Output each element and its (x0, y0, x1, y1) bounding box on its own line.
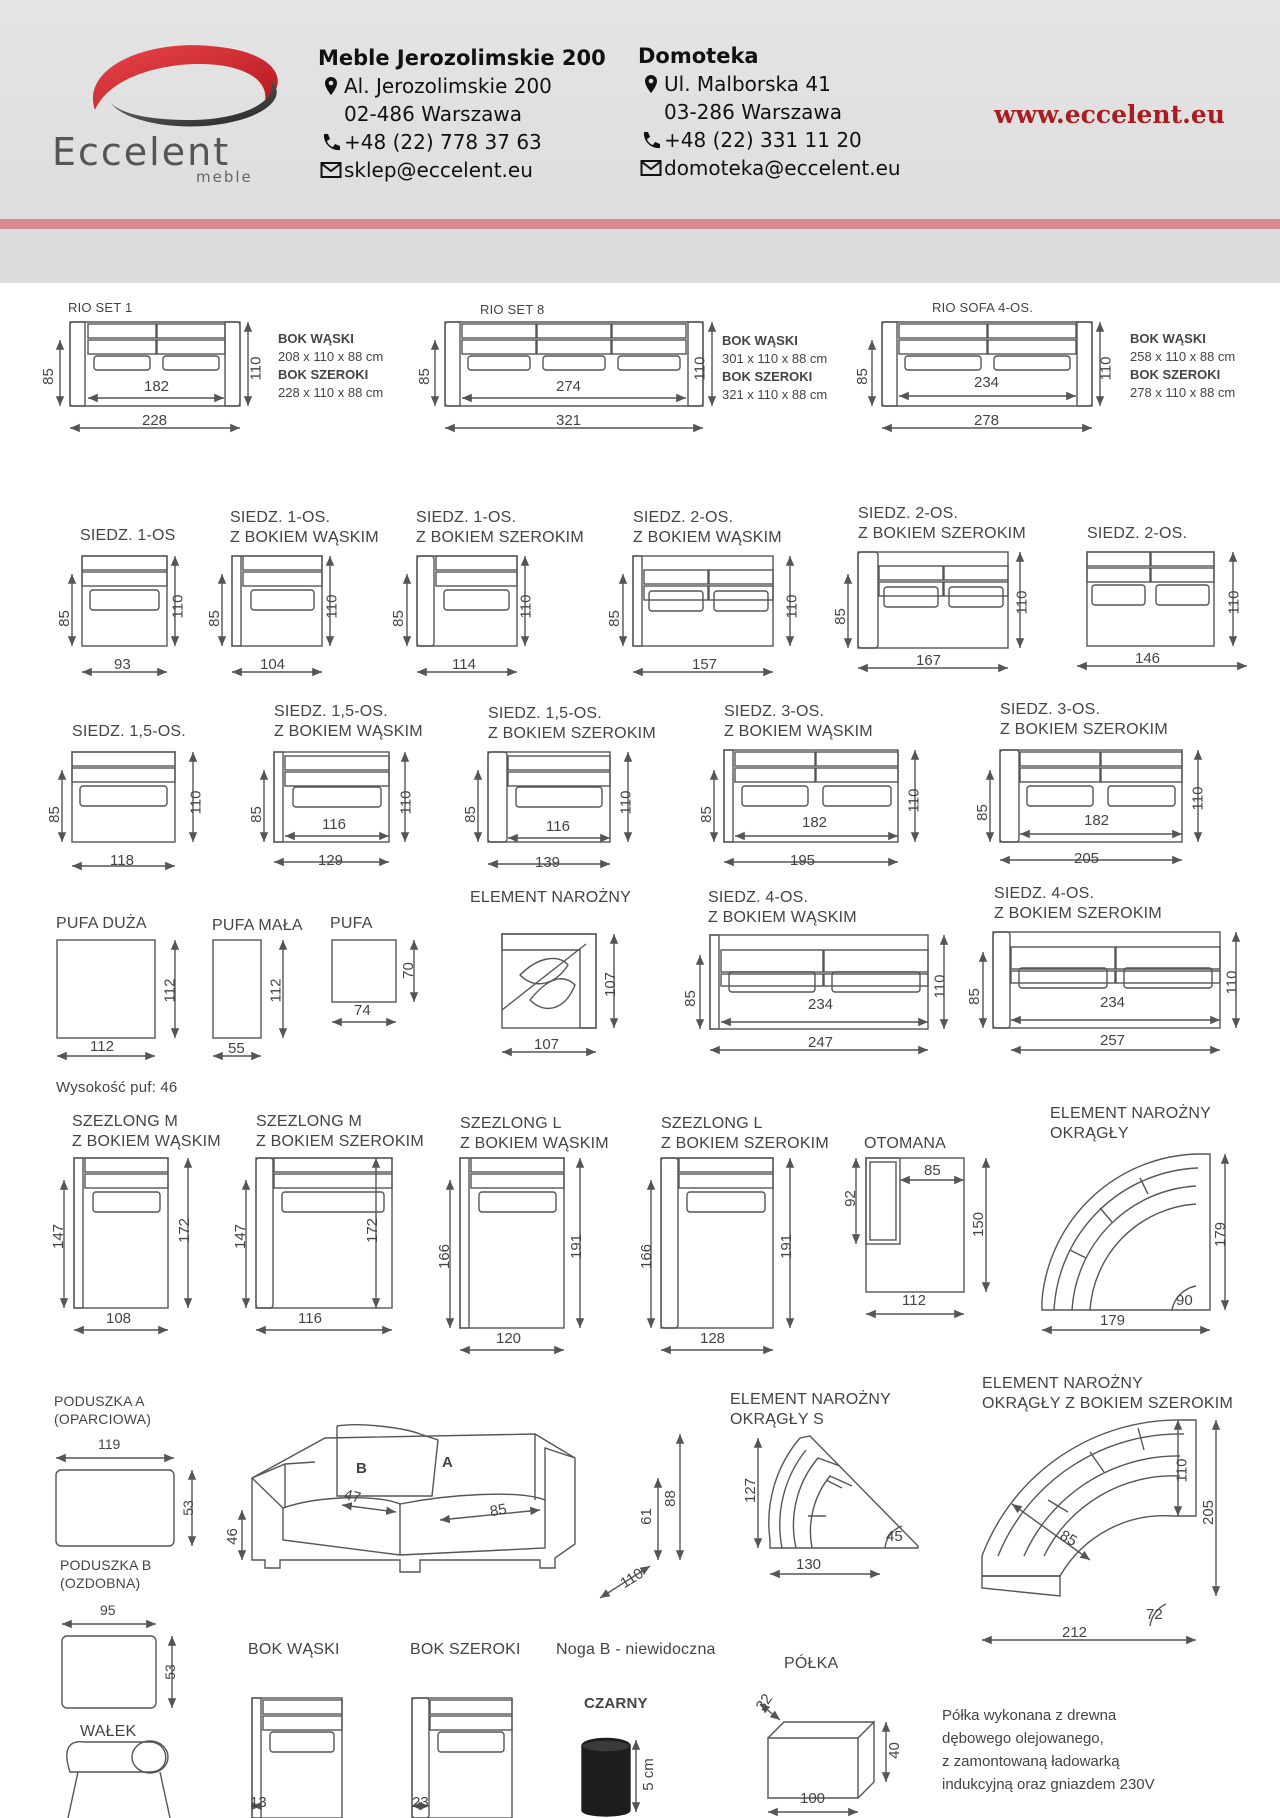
r1-2-depth: 85 (389, 610, 407, 627)
r1-1-width: 104 (260, 656, 286, 673)
set1-narrow: 208 x 110 x 88 cm (278, 349, 384, 364)
polka-width: 100 (800, 1790, 826, 1807)
set1-wide-label: BOK SZEROKI (278, 367, 369, 382)
sofa4-narrow: 258 x 110 x 88 cm (1130, 349, 1236, 364)
okr-s-width: 130 (796, 1556, 822, 1573)
shop1-city: 02-486 Warszawa (344, 102, 522, 126)
set1-width: 228 (142, 412, 168, 429)
szm-w-l2: Z BOKIEM WĄSKIM (72, 1133, 221, 1150)
r1-4-height: 110 (1013, 590, 1031, 615)
set8-narrow-label: BOK WĄSKI (722, 333, 798, 348)
s4w-depth: 85 (681, 990, 699, 1007)
noga-height: 5 cm (639, 1758, 657, 1791)
r2-3-l1: SIEDZ. 3-OS. (724, 703, 825, 720)
polka-note-line: indukcyjną oraz gniazdem 230V (942, 1776, 1155, 1793)
shop1-street: Al. Jerozolimskie 200 (344, 74, 552, 98)
r2-2-width: 139 (535, 854, 561, 871)
otomana-top: 85 (924, 1162, 941, 1179)
szm-s-l2: Z BOKIEM SZEROKIM (256, 1133, 424, 1150)
r1-2-l2: Z BOKIEM SZEROKIM (416, 529, 584, 546)
r2-0-height: 110 (187, 790, 205, 815)
polka-height: 40 (885, 1742, 903, 1759)
noga-color: CZARNY (584, 1695, 648, 1712)
otomana-label: OTOMANA (864, 1135, 947, 1152)
set1-wide: 228 x 110 x 88 cm (278, 385, 384, 400)
set8-spec (722, 332, 827, 404)
set8-width: 321 (556, 412, 582, 429)
r2-3-width: 195 (790, 852, 816, 869)
okr-s-height: 127 (742, 1477, 760, 1504)
r1-1-height: 110 (323, 594, 341, 619)
set1-spec (278, 330, 383, 402)
polka-note-line: dębowego olejowanego, (942, 1730, 1104, 1747)
set1-narrow-label: BOK WĄSKI (278, 331, 354, 346)
s4s-inner: 234 (1100, 994, 1126, 1011)
okragly-l1: ELEMENT NAROŻNY (1050, 1105, 1211, 1122)
sofa-a-dim: 85 (488, 1500, 509, 1521)
shop1-email: sklep@eccelent.eu (344, 158, 533, 182)
r2-2-inner: 116 (546, 818, 570, 835)
szm-s-depth: 147 (232, 1223, 250, 1250)
naroznik-height: 107 (602, 971, 620, 998)
okr-sz-width: 212 (1062, 1624, 1088, 1641)
row5-drawings (56, 1420, 1216, 1708)
polka-note-line: Półka wykonana z drewna (942, 1707, 1117, 1724)
podB-height: 53 (161, 1664, 178, 1680)
r1-3-depth: 85 (605, 610, 623, 627)
szl-w-depth: 166 (436, 1243, 454, 1270)
okragly-width: 179 (1100, 1312, 1126, 1329)
okragly-height: 179 (1212, 1221, 1230, 1248)
website-link[interactable]: www.eccelent.eu (994, 100, 1225, 129)
s4w-height: 110 (931, 974, 949, 999)
r1-0-l1: SIEDZ. 1-OS (80, 527, 176, 544)
r1-0-height: 110 (169, 594, 187, 619)
sofa4-inner: 234 (974, 374, 1000, 391)
szl-w-l2: Z BOKIEM WĄSKIM (460, 1135, 609, 1152)
pufa-mala-height: 112 (267, 978, 285, 1003)
sofa-seat: 61 (637, 1508, 655, 1525)
r2-1-width: 129 (318, 852, 344, 869)
sofa-b: B (356, 1460, 367, 1477)
pufa-duza-width: 112 (90, 1038, 114, 1055)
szm-s-l1: SZEZLONG M (256, 1113, 363, 1130)
r1-5-height: 110 (1225, 590, 1243, 615)
logo-name: Eccelent (52, 130, 231, 174)
sofa4-wide: 278 x 110 x 88 cm (1130, 385, 1236, 400)
szl-w-width: 120 (496, 1330, 522, 1347)
s4s-l1: SIEDZ. 4-OS. (994, 885, 1095, 902)
sofa-a: A (442, 1454, 453, 1471)
szm-w-width: 108 (106, 1310, 132, 1327)
r1-0-depth: 85 (55, 610, 73, 627)
podA-width: 119 (98, 1436, 121, 1452)
okr-s-l1: ELEMENT NAROŻNY (730, 1391, 891, 1408)
r2-1-inner: 116 (322, 816, 346, 833)
r2-4-l1: SIEDZ. 3-OS. (1000, 701, 1101, 718)
pufy-height-note: Wysokość puf: 46 (56, 1079, 178, 1096)
okr-sz-l1: ELEMENT NAROŻNY (982, 1375, 1143, 1392)
podB-l1: PODUSZKA B (60, 1557, 152, 1573)
r1-0-width: 93 (114, 656, 131, 673)
r1-1-l2: Z BOKIEM WĄSKIM (230, 529, 379, 546)
szm-w-height: 172 (176, 1217, 194, 1244)
r2-0-l1: SIEDZ. 1,5-OS. (72, 723, 186, 740)
okr-s-l2: OKRĄGŁY S (730, 1411, 824, 1428)
szl-s-l1: SZEZLONG L (661, 1115, 763, 1132)
r2-2-l1: SIEDZ. 1,5-OS. (488, 705, 602, 722)
r1-3-l2: Z BOKIEM WĄSKIM (633, 529, 782, 546)
set8-wide: 321 x 110 x 88 cm (722, 387, 828, 402)
sofa4-width: 278 (974, 412, 1000, 429)
okr-sz-height: 110 (1173, 1458, 1191, 1483)
set8-title: RIO SET 8 (480, 302, 545, 317)
shop1-title: Meble Jerozolimskie 200 (318, 46, 606, 70)
r1-5-width: 146 (1135, 650, 1161, 667)
s4s-depth: 85 (965, 988, 983, 1005)
walek-label: WAŁEK (80, 1723, 137, 1740)
sofa-depth: 110 (617, 1564, 647, 1593)
r2-3-l2: Z BOKIEM WĄSKIM (724, 723, 873, 740)
r1-4-l1: SIEDZ. 2-OS. (858, 505, 959, 522)
s4w-l2: Z BOKIEM WĄSKIM (708, 909, 857, 926)
r2-4-inner: 182 (1084, 812, 1110, 829)
podB-l2: (OZDOBNA) (60, 1575, 141, 1591)
shop2-street: Ul. Malborska 41 (664, 72, 831, 96)
naroznik-width: 107 (534, 1036, 560, 1053)
set8-depth: 85 (415, 368, 433, 385)
szm-w-l1: SZEZLONG M (72, 1113, 179, 1130)
r1-4-width: 167 (916, 652, 942, 669)
otomana-width: 112 (902, 1292, 926, 1309)
pufa-mala-width: 55 (228, 1040, 245, 1057)
r2-2-l2: Z BOKIEM SZEROKIM (488, 725, 656, 742)
r1-3-width: 157 (692, 656, 718, 673)
bok-szeroki-width: 23 (412, 1794, 429, 1811)
pufa-width: 74 (354, 1002, 371, 1019)
r2-2-depth: 85 (461, 806, 479, 823)
r2-4-l2: Z BOKIEM SZEROKIM (1000, 721, 1168, 738)
row6-drawings (67, 1698, 886, 1818)
szl-w-l1: SZEZLONG L (460, 1115, 562, 1132)
set1-inner: 182 (144, 378, 170, 395)
podB-width: 95 (100, 1602, 116, 1618)
okragly-l2: OKRĄGŁY (1050, 1125, 1129, 1142)
bok-waski-width: 13 (250, 1794, 267, 1811)
pufa-height: 70 (399, 962, 417, 979)
pufa-duza-height: 112 (161, 978, 179, 1003)
pufa-duza-label: PUFA DUŻA (56, 915, 147, 932)
shop2-city: 03-286 Warszawa (664, 100, 842, 124)
okr-sz-depth: 205 (1200, 1499, 1218, 1526)
bok-szeroki-label: BOK SZEROKI (410, 1641, 521, 1658)
sofa4-height: 110 (1097, 356, 1115, 381)
polka-note-line: z zamontowaną ładowarką (942, 1753, 1120, 1770)
s4s-height: 110 (1223, 970, 1241, 995)
r2-1-l1: SIEDZ. 1,5-OS. (274, 703, 388, 720)
pufa-label: PUFA (330, 915, 373, 932)
r1-2-width: 114 (452, 656, 476, 673)
r1-2-l1: SIEDZ. 1-OS. (416, 509, 517, 526)
podA-l1: PODUSZKA A (54, 1393, 145, 1409)
podA-height: 53 (179, 1500, 196, 1516)
r2-0-width: 118 (110, 852, 134, 869)
r1-3-height: 110 (783, 594, 801, 619)
r1-1-l1: SIEDZ. 1-OS. (230, 509, 331, 526)
okragly-angle: 90 (1176, 1292, 1193, 1309)
sofa-b-dim: 47 (342, 1486, 363, 1507)
shop1-phone: +48 (22) 778 37 63 (344, 130, 542, 154)
logo-sub: meble (196, 168, 253, 186)
r2-1-depth: 85 (247, 806, 265, 823)
r1-3-l1: SIEDZ. 2-OS. (633, 509, 734, 526)
otomana-height: 150 (970, 1211, 988, 1238)
s4s-width: 257 (1100, 1032, 1126, 1049)
r2-4-depth: 85 (973, 804, 991, 821)
r2-2-height: 110 (617, 790, 635, 815)
szm-s-width: 116 (298, 1310, 322, 1327)
sofa4-wide-label: BOK SZEROKI (1130, 367, 1221, 382)
set1-depth: 85 (39, 368, 57, 385)
r2-4-height: 110 (1189, 786, 1207, 811)
r2-1-height: 110 (397, 790, 415, 815)
shop2-title: Domoteka (638, 44, 759, 68)
szm-s-height: 172 (364, 1217, 382, 1244)
set8-narrow: 301 x 110 x 88 cm (722, 351, 828, 366)
r2-3-height: 110 (905, 788, 923, 813)
polka-note (942, 1704, 1155, 1796)
bok-waski-label: BOK WĄSKI (248, 1641, 340, 1658)
szl-s-height: 191 (778, 1233, 796, 1260)
s4w-width: 247 (808, 1034, 834, 1051)
okr-sz-angle: 72 (1146, 1606, 1163, 1623)
szl-s-l2: Z BOKIEM SZEROKIM (661, 1135, 829, 1152)
r2-1-l2: Z BOKIEM WĄSKIM (274, 723, 423, 740)
sofa4-depth: 85 (853, 368, 871, 385)
szl-s-depth: 166 (638, 1243, 656, 1270)
szm-w-depth: 147 (50, 1223, 68, 1250)
r2-3-inner: 182 (802, 814, 828, 831)
okr-sz-l2: OKRĄGŁY Z BOKIEM SZEROKIM (982, 1395, 1233, 1412)
row1-drawings (72, 552, 1247, 672)
noga-label: Noga B - niewidoczna (556, 1641, 716, 1658)
naroznik-label: ELEMENT NAROŻNY (470, 889, 631, 906)
szl-w-height: 191 (568, 1233, 586, 1260)
polka-label: PÓŁKA (784, 1655, 839, 1672)
okr-s-angle: 45 (886, 1528, 903, 1545)
set8-height: 110 (691, 356, 709, 381)
otomana-depth: 92 (841, 1190, 859, 1207)
sofa-total: 88 (661, 1490, 679, 1507)
sofa4-spec (1130, 330, 1235, 402)
set8-inner: 274 (556, 378, 582, 395)
r2-3-depth: 85 (697, 806, 715, 823)
r2-0-depth: 85 (45, 806, 63, 823)
sofa-leg: 46 (223, 1528, 241, 1545)
okr-sz-inner: 85 (1056, 1526, 1080, 1551)
polka-depth: 32 (752, 1690, 777, 1715)
podA-l2: (OPARCIOWA) (54, 1411, 152, 1427)
s4s-l2: Z BOKIEM SZEROKIM (994, 905, 1162, 922)
sofa4-narrow-label: BOK WĄSKI (1130, 331, 1206, 346)
r2-4-width: 205 (1074, 850, 1100, 867)
shop2-phone: +48 (22) 331 11 20 (664, 128, 862, 152)
set1-height: 110 (247, 356, 265, 381)
r1-4-depth: 85 (831, 608, 849, 625)
row3-drawings (57, 932, 1236, 1056)
r1-2-height: 110 (517, 594, 535, 619)
set8-wide-label: BOK SZEROKI (722, 369, 813, 384)
sofa4-title: RIO SOFA 4-OS. (932, 300, 1034, 315)
r1-1-depth: 85 (205, 610, 223, 627)
shop2-email: domoteka@eccelent.eu (664, 156, 901, 180)
szl-s-width: 128 (700, 1330, 726, 1347)
s4w-l1: SIEDZ. 4-OS. (708, 889, 809, 906)
r1-5-l1: SIEDZ. 2-OS. (1087, 525, 1188, 542)
pufa-mala-label: PUFA MAŁA (212, 917, 303, 934)
r1-4-l2: Z BOKIEM SZEROKIM (858, 525, 1026, 542)
s4w-inner: 234 (808, 996, 834, 1013)
set1-title: RIO SET 1 (68, 300, 133, 315)
